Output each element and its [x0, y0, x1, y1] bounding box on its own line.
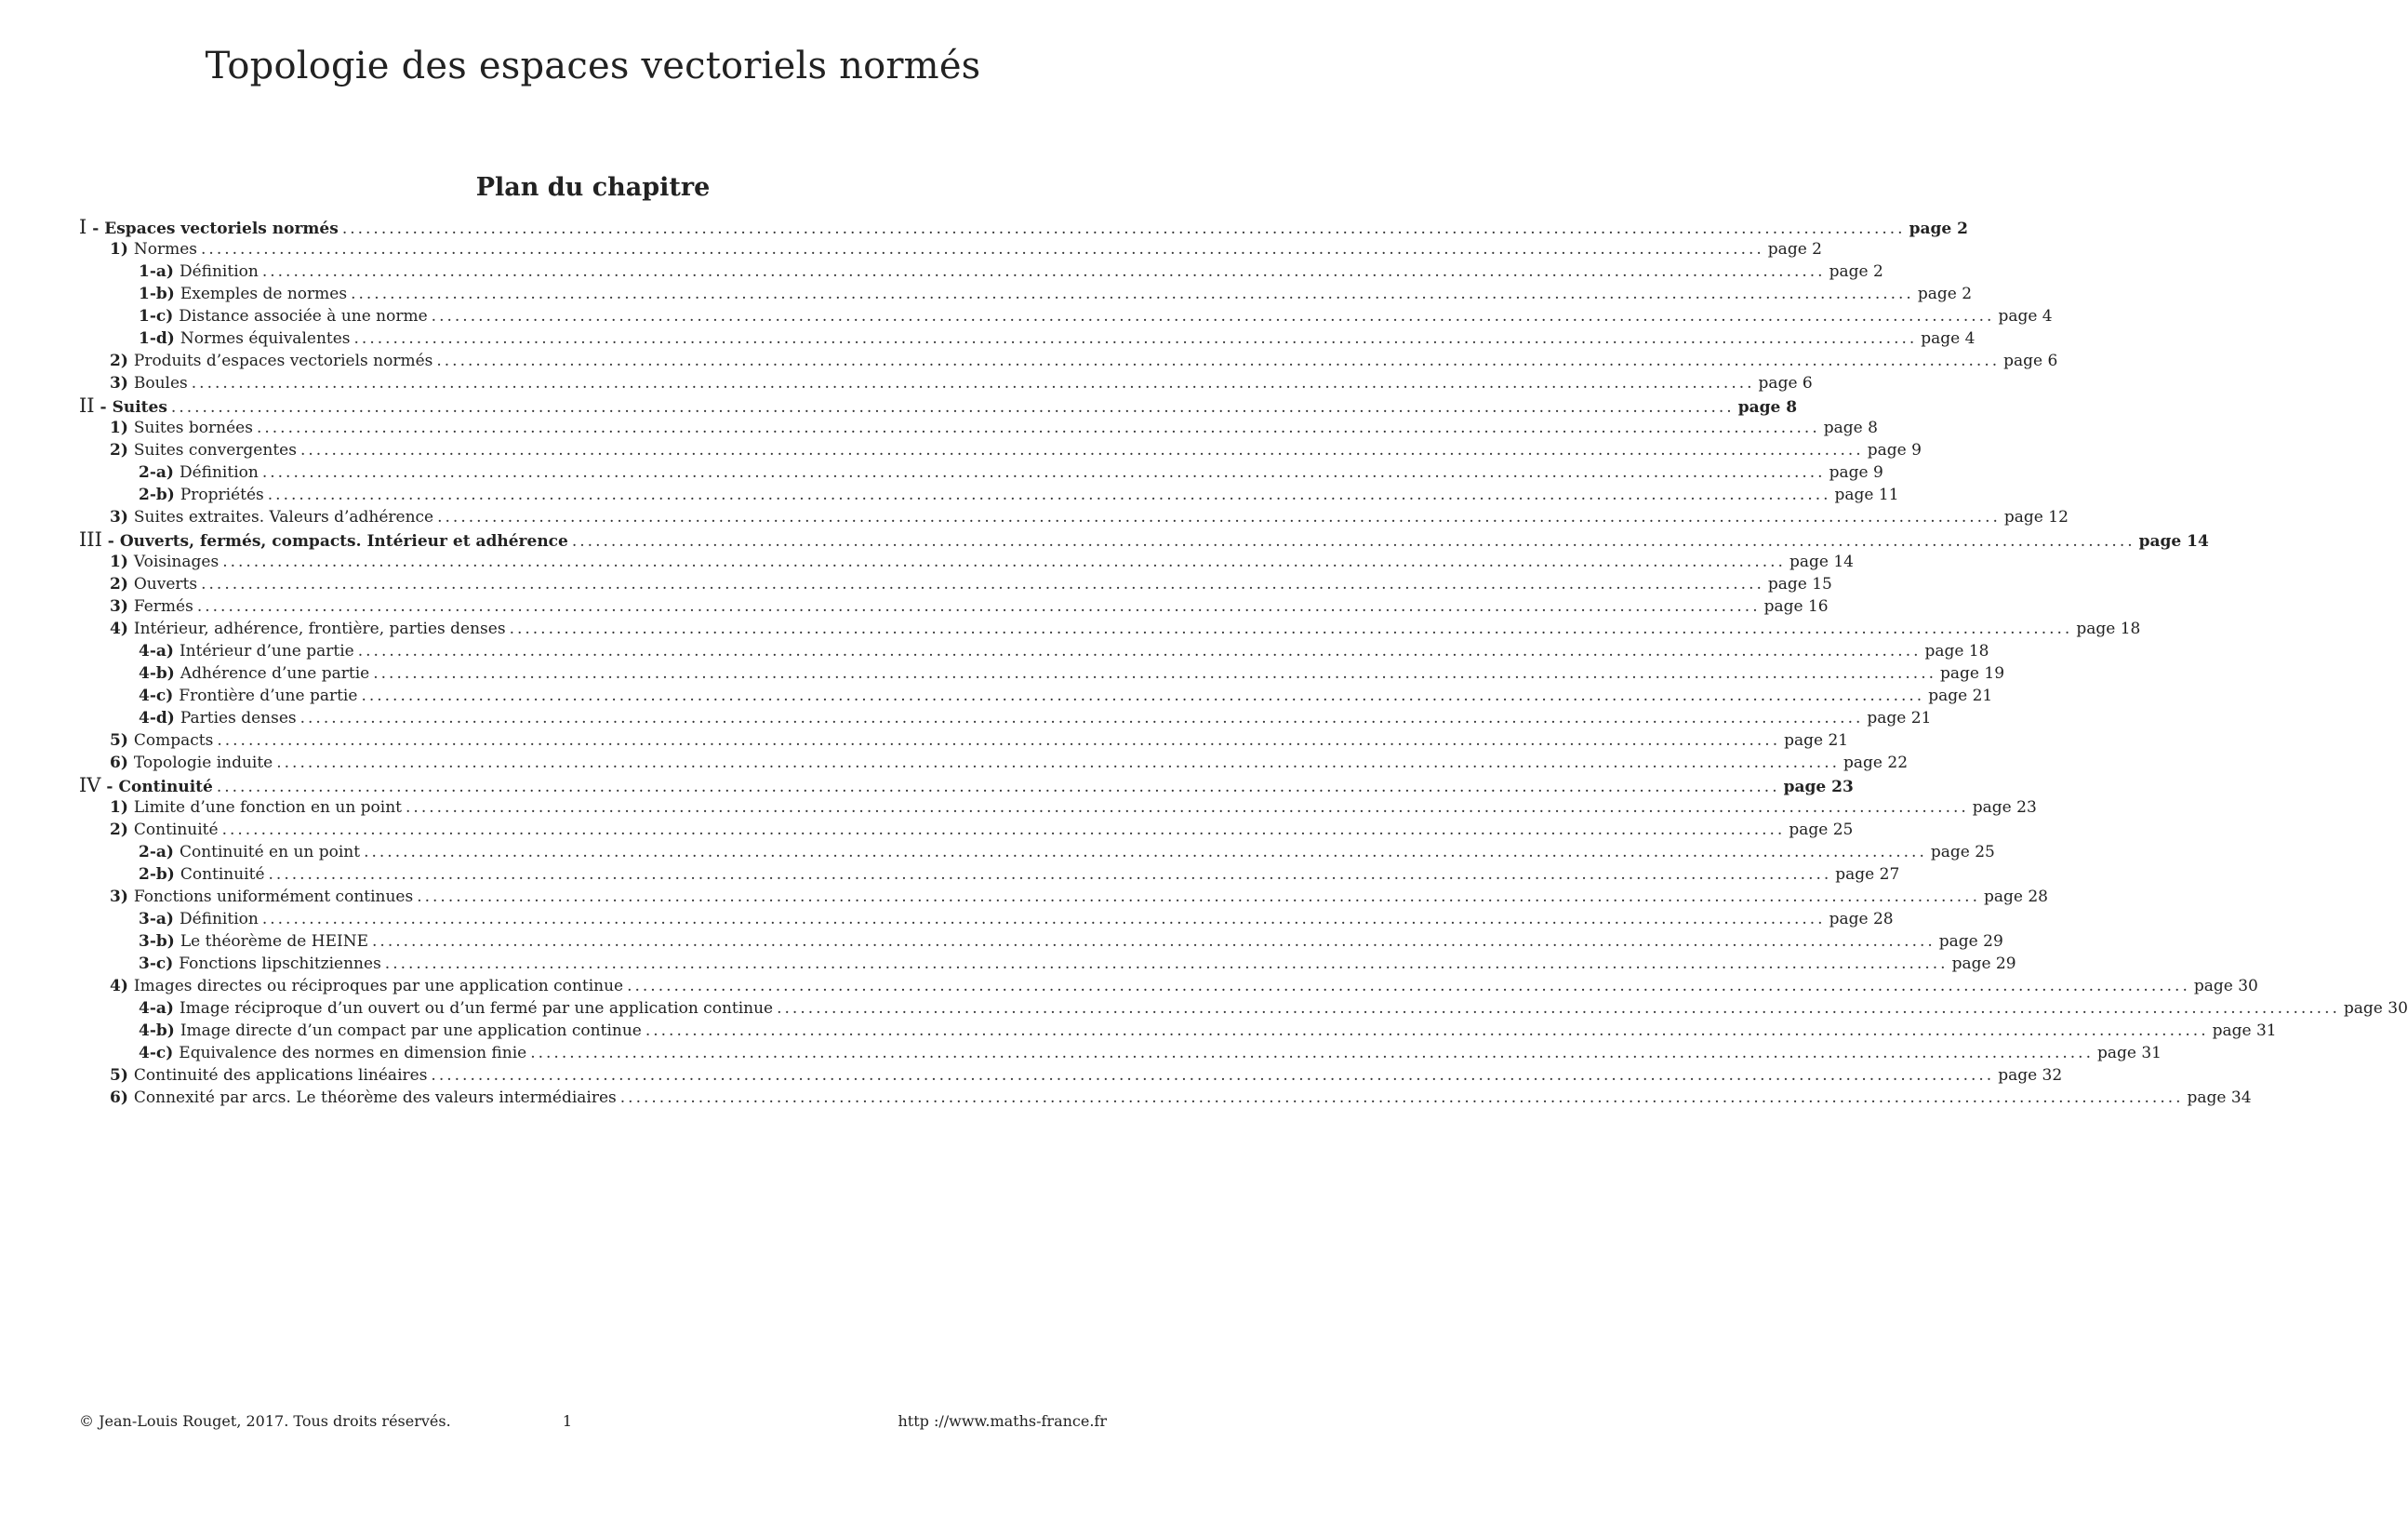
toc-entry[interactable] [79, 260, 1883, 283]
toc-leader-dots: ........................................................................................................................................................................................................ [357, 642, 1922, 661]
toc-entry-number: 3-b) [139, 932, 175, 951]
toc-entry-page: page 27 [1835, 865, 1900, 884]
toc-entry[interactable] [79, 372, 1813, 394]
toc-entry[interactable] [79, 930, 2003, 953]
toc-entry-label: Adhérence d’une partie [180, 664, 370, 683]
toc-entry[interactable] [79, 327, 1976, 350]
toc-entry[interactable] [79, 685, 1993, 707]
toc-entry[interactable] [79, 461, 1883, 484]
toc-leader-dots: ........................................................................................................................................................................................................ [276, 754, 1841, 772]
toc-leader-dots: ........................................................................................................................................................................................................ [372, 932, 1936, 951]
toc-entry-label: Topologie induite [133, 754, 273, 772]
toc-entry-page: page 8 [1823, 419, 1878, 437]
toc-leader-dots: ........................................................................................................................................................................................................ [436, 352, 2001, 370]
toc-leader-dots: ........................................................................................................................................................................................................ [222, 553, 1786, 571]
toc-entry[interactable] [79, 573, 1832, 595]
toc-entry-page: page 29 [1951, 954, 2016, 973]
toc-entry-number: 3) [110, 374, 128, 393]
toc-leader-dots: ........................................................................................................................................................................................................ [373, 664, 1937, 683]
toc-entry-number: 2) [110, 575, 128, 594]
toc-entry-number: 4) [110, 977, 128, 995]
toc-entry-label: Ouverts, fermés, compacts. Intérieur et adhérence [119, 532, 568, 551]
toc-leader-dots: ........................................................................................................................................................................................................ [431, 307, 1995, 326]
toc-entry[interactable] [79, 283, 1973, 305]
toc-entry-number: 2) [110, 821, 128, 839]
toc-entry-number: 4-b) [139, 664, 175, 683]
toc-entry-label: Produits d’espaces vectoriels normés [133, 352, 433, 370]
toc-entry[interactable] [79, 484, 1899, 506]
toc-entry-number: IV - [79, 774, 113, 796]
toc-entry-label: Image réciproque d’un ouvert ou d’un fermé par une application continue [179, 999, 774, 1018]
toc-leader-dots: ........................................................................................................................................................................................................ [417, 888, 1980, 906]
toc-entry-label: Espaces vectoriels normés [104, 220, 339, 238]
toc-entry[interactable] [79, 551, 1854, 573]
toc-entry-label: Parties denses [180, 709, 297, 727]
toc-entry[interactable] [79, 1020, 2277, 1042]
toc-entry-number: 3) [110, 508, 128, 527]
toc-entry-label: Voisinages [133, 553, 220, 571]
footer-copyright: © Jean-Louis Rouget, 2017. Tous droits réservés. [79, 1412, 451, 1430]
toc-leader-dots: ........................................................................................................................................................................................................ [217, 731, 1781, 750]
toc-entry[interactable] [79, 729, 1849, 752]
toc-entry-page: page 34 [2187, 1088, 2252, 1107]
toc-entry[interactable] [79, 863, 1900, 886]
toc-leader-dots: ........................................................................................................................................................................................................ [299, 441, 1864, 460]
toc-entry-page: page 6 [1758, 374, 1813, 393]
toc-leader-dots: ........................................................................................................................................................................................................ [196, 597, 1761, 616]
toc-entry-page: page 9 [1829, 463, 1883, 482]
toc-leader-dots: ........................................................................................................................................................................................................ [645, 1021, 2209, 1040]
toc-entry-label: Continuité [180, 865, 265, 884]
toc-entry-number: I - [79, 216, 100, 238]
toc-entry[interactable] [79, 707, 1932, 729]
toc-entry-number: II - [79, 394, 107, 417]
toc-entry-label: Images directes ou réciproques par une application continue [133, 977, 624, 995]
toc-entry-page: page 11 [1834, 486, 1899, 504]
toc-entry-page: page 25 [1930, 843, 1995, 861]
toc-entry-label: Normes équivalentes [180, 329, 351, 348]
toc-entry-number: 6) [110, 754, 128, 772]
toc-entry-label: Distance associée à une norme [179, 307, 428, 326]
toc-leader-dots: ........................................................................................................................................................................................................ [261, 463, 1826, 482]
toc-leader-dots: ........................................................................................................................................................................................................ [777, 999, 2340, 1018]
toc-leader-dots: ........................................................................................................................................................................................................ [353, 329, 1918, 348]
toc-entry-number: 2-a) [139, 843, 174, 861]
toc-entry-page: page 32 [1998, 1066, 2063, 1085]
toc-entry[interactable] [79, 774, 1854, 796]
toc-leader-dots: ........................................................................................................................................................................................................ [268, 865, 1832, 884]
toc-entry-page: page 18 [2076, 620, 2141, 638]
toc-entry-number: 5) [110, 1066, 128, 1085]
toc-entry[interactable] [79, 997, 2408, 1020]
toc-entry-label: Suites extraites. Valeurs d’adhérence [133, 508, 434, 527]
toc-leader-dots: ........................................................................................................................................................................................................ [530, 1044, 2094, 1062]
toc-entry-label: Connexité par arcs. Le théorème des valeurs intermédiaires [133, 1088, 617, 1107]
toc-leader-dots: ........................................................................................................................................................................................................ [384, 954, 1949, 973]
toc-entry-page: page 2 [1909, 220, 1968, 238]
toc-entry-label: Boules [133, 374, 188, 393]
toc-entry-label: Frontière d’une partie [179, 687, 358, 705]
document-title: Topologie des espaces vectoriels normés [205, 45, 981, 87]
toc-entry[interactable] [79, 439, 1922, 461]
toc-leader-dots: ........................................................................................................................................................................................................ [406, 798, 1969, 817]
toc-entry-label: Définition [179, 910, 259, 928]
toc-entry-page: page 18 [1924, 642, 1989, 661]
toc-entry[interactable] [79, 305, 2053, 327]
toc-entry-number: 4-c) [139, 1044, 174, 1062]
toc-entry[interactable] [79, 1042, 2162, 1064]
toc-entry[interactable] [79, 528, 2209, 551]
toc-entry-page: page 2 [1767, 240, 1822, 259]
toc-leader-dots: ........................................................................................................................................................................................................ [267, 486, 1831, 504]
toc-entry-label: Fermés [133, 597, 193, 616]
toc-entry-label: Ouverts [133, 575, 198, 594]
toc-entry[interactable] [79, 886, 2048, 908]
toc-entry-page: page 21 [1784, 731, 1849, 750]
toc-entry-number: 3) [110, 888, 128, 906]
toc-entry-label: Continuité en un point [179, 843, 361, 861]
toc-entry[interactable] [79, 841, 1995, 863]
toc-leader-dots: ........................................................................................................................................................................................................ [364, 843, 1927, 861]
toc-entry-page: page 29 [1938, 932, 2003, 951]
toc-entry-label: Intérieur, adhérence, frontière, parties denses [133, 620, 506, 638]
toc-entry-number: 2) [110, 441, 128, 460]
toc-leader-dots: ........................................................................................................................................................................................................ [191, 374, 1755, 393]
toc-entry[interactable] [79, 1064, 2063, 1087]
toc-entry-page: page 12 [2003, 508, 2069, 527]
toc-entry[interactable] [79, 953, 2016, 975]
toc-entry[interactable] [79, 350, 2058, 372]
toc-entry-page: page 9 [1867, 441, 1922, 460]
toc-entry-number: 1-a) [139, 262, 174, 281]
toc-entry-page: page 14 [1789, 553, 1854, 571]
toc-entry-number: 1) [110, 798, 128, 817]
toc-entry-number: 3-a) [139, 910, 174, 928]
toc-entry-number: 4) [110, 620, 128, 638]
toc-leader-dots: ........................................................................................................................................................................................................ [361, 687, 1925, 705]
toc-entry-page: page 28 [1829, 910, 1894, 928]
toc-entry-label: Suites [112, 398, 167, 417]
toc-leader-dots: ........................................................................................................................................................................................................ [201, 240, 1764, 259]
toc-entry-number: 1-d) [139, 329, 175, 348]
toc-leader-dots: ........................................................................................................................................................................................................ [341, 220, 1906, 238]
toc-entry-label: Intérieur d’une partie [179, 642, 354, 661]
table-of-contents [79, 216, 2408, 1109]
toc-entry[interactable] [79, 238, 1822, 260]
toc-entry-number: 3-c) [139, 954, 174, 973]
toc-entry-page: page 14 [2138, 532, 2209, 551]
toc-leader-dots: ........................................................................................................................................................................................................ [261, 262, 1826, 281]
toc-leader-dots: ........................................................................................................................................................................................................ [221, 821, 1786, 839]
toc-entry-page: page 23 [1972, 798, 2037, 817]
toc-entry-label: Suites bornées [133, 419, 253, 437]
toc-entry-page: page 16 [1763, 597, 1829, 616]
toc-entry[interactable] [79, 1087, 2252, 1109]
toc-leader-dots: ........................................................................................................................................................................................................ [431, 1066, 1995, 1085]
toc-leader-dots: ........................................................................................................................................................................................................ [351, 285, 1914, 303]
toc-entry-number: 4-a) [139, 642, 174, 661]
toc-entry-page: page 28 [1983, 888, 2048, 906]
toc-entry-page: page 21 [1867, 709, 1932, 727]
toc-entry-label: Limite d’une fonction en un point [133, 798, 403, 817]
toc-entry-page: page 22 [1843, 754, 1909, 772]
toc-leader-dots: ........................................................................................................................................................................................................ [256, 419, 1820, 437]
toc-entry[interactable] [79, 796, 2037, 819]
toc-entry[interactable] [79, 417, 1878, 439]
footer-url[interactable]: http ://www.maths-france.fr [898, 1412, 1107, 1430]
toc-entry-number: 1) [110, 553, 128, 571]
toc-entry-number: 4-a) [139, 999, 174, 1018]
toc-entry-label: Le théorème de HEINE [180, 932, 369, 951]
toc-entry-number: III - [79, 528, 114, 551]
toc-entry-page: page 6 [2003, 352, 2058, 370]
toc-entry[interactable] [79, 216, 1968, 238]
toc-entry-number: 2-b) [139, 865, 175, 884]
toc-entry-page: page 31 [2096, 1044, 2162, 1062]
toc-entry[interactable] [79, 975, 2258, 997]
toc-entry-page: page 21 [1928, 687, 1993, 705]
toc-entry-number: 2-b) [139, 486, 175, 504]
toc-leader-dots: ........................................................................................................................................................................................................ [627, 977, 2190, 995]
toc-leader-dots: ........................................................................................................................................................................................................ [509, 620, 2073, 638]
toc-entry-number: 1-c) [139, 307, 174, 326]
toc-entry-page: page 15 [1767, 575, 1832, 594]
toc-entry-label: Continuité des applications linéaires [133, 1066, 428, 1085]
toc-entry[interactable] [79, 506, 2069, 528]
toc-entry-page: page 25 [1789, 821, 1854, 839]
toc-entry[interactable] [79, 908, 1894, 930]
plan-title: Plan du chapitre [475, 173, 711, 202]
toc-leader-dots: ........................................................................................................................................................................................................ [437, 508, 2001, 527]
toc-leader-dots: ........................................................................................................................................................................................................ [201, 575, 1764, 594]
toc-entry-number: 1) [110, 419, 128, 437]
toc-entry-page: page 2 [1829, 262, 1883, 281]
toc-entry-number: 4-b) [139, 1021, 175, 1040]
toc-entry-label: Fonctions uniformément continues [133, 888, 414, 906]
toc-entry-page: page 30 [2343, 999, 2408, 1018]
toc-entry-label: Continuité [133, 821, 219, 839]
toc-leader-dots: ........................................................................................................................................................................................................ [619, 1088, 2184, 1107]
toc-entry-page: page 2 [1917, 285, 1973, 303]
toc-entry-number: 4-d) [139, 709, 175, 727]
toc-entry[interactable] [79, 595, 1829, 618]
toc-leader-dots: ........................................................................................................................................................................................................ [571, 532, 2135, 551]
toc-leader-dots: ........................................................................................................................................................................................................ [216, 778, 1780, 796]
toc-entry-label: Définition [179, 262, 259, 281]
toc-entry-number: 6) [110, 1088, 128, 1107]
toc-entry-label: Equivalence des normes en dimension finie [179, 1044, 527, 1062]
toc-entry-label: Définition [179, 463, 259, 482]
toc-entry[interactable] [79, 752, 1909, 774]
toc-entry-number: 1-b) [139, 285, 175, 303]
toc-entry-number: 3) [110, 597, 128, 616]
toc-entry[interactable] [79, 394, 1798, 417]
toc-entry[interactable] [79, 662, 2005, 685]
toc-entry-label: Propriétés [180, 486, 264, 504]
toc-entry-page: page 30 [2193, 977, 2258, 995]
toc-entry-label: Exemples de normes [180, 285, 348, 303]
toc-entry-label: Image directe d’un compact par une application continue [180, 1021, 642, 1040]
toc-entry[interactable] [79, 819, 1854, 841]
toc-entry-number: 5) [110, 731, 128, 750]
toc-leader-dots: ........................................................................................................................................................................................................ [261, 910, 1826, 928]
toc-entry-label: Normes [133, 240, 198, 259]
toc-entry-number: 4-c) [139, 687, 174, 705]
toc-entry-number: 2) [110, 352, 128, 370]
toc-entry[interactable] [79, 640, 1989, 662]
toc-entry-number: 1) [110, 240, 128, 259]
toc-entry-page: page 4 [1998, 307, 2053, 326]
toc-entry-page: page 31 [2212, 1021, 2277, 1040]
toc-entry-label: Suites convergentes [133, 441, 297, 460]
toc-entry-page: page 8 [1737, 398, 1798, 417]
toc-entry-number: 2-a) [139, 463, 174, 482]
toc-entry-label: Compacts [133, 731, 214, 750]
toc-entry-label: Fonctions lipschitziennes [179, 954, 381, 973]
footer-page-number: 1 [562, 1412, 573, 1430]
toc-entry-page: page 4 [1921, 329, 1976, 348]
toc-leader-dots: ........................................................................................................................................................................................................ [299, 709, 1864, 727]
toc-entry[interactable] [79, 618, 2141, 640]
toc-entry-page: page 19 [1940, 664, 2005, 683]
toc-leader-dots: ........................................................................................................................................................................................................ [170, 398, 1735, 417]
toc-entry-label: Continuité [118, 778, 213, 796]
toc-entry-page: page 23 [1783, 778, 1854, 796]
